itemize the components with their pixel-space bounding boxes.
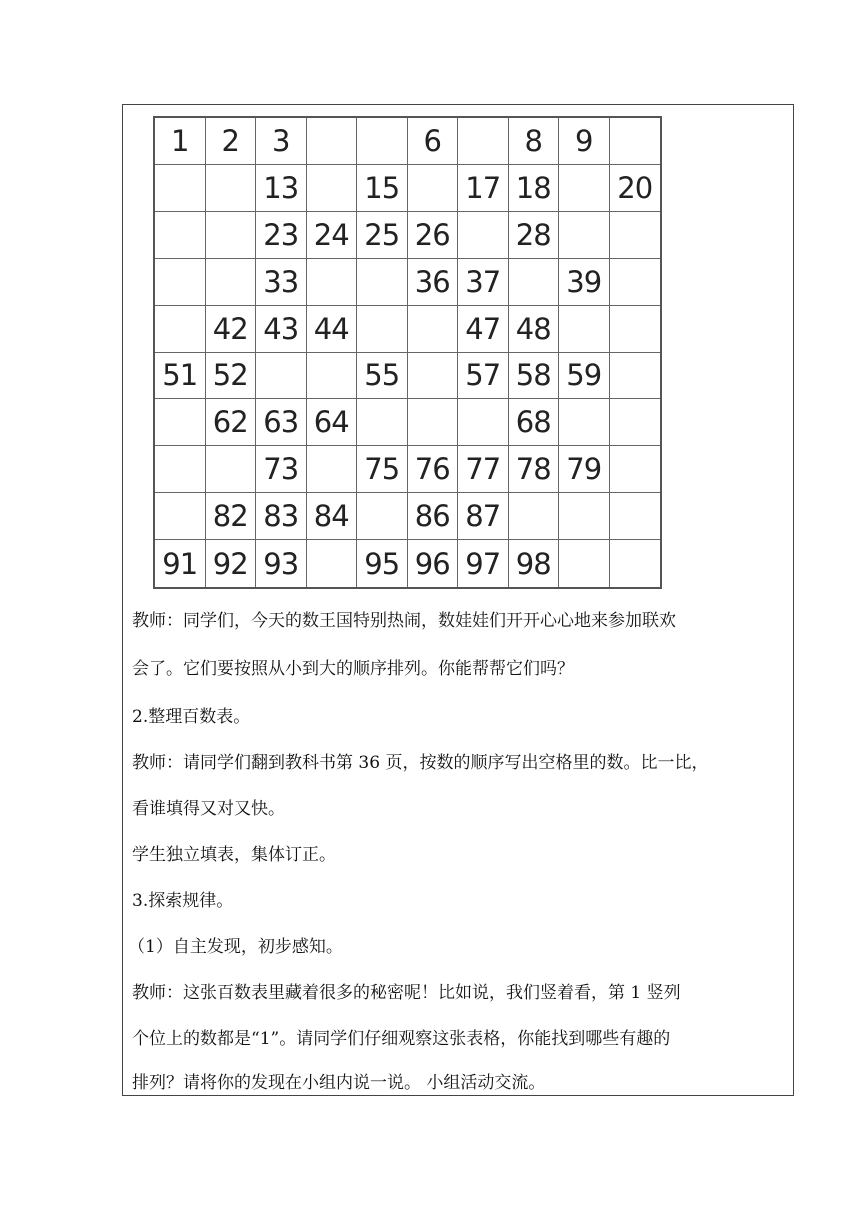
chart-cell: 13 xyxy=(256,165,307,212)
chart-cell xyxy=(307,118,358,165)
chart-cell: 3 xyxy=(256,118,307,165)
chart-cell: 18 xyxy=(509,165,560,212)
chart-cell xyxy=(256,353,307,400)
chart-cell xyxy=(307,446,358,493)
chart-cell: 51 xyxy=(155,353,206,400)
chart-cell: 64 xyxy=(307,399,358,446)
chart-cell xyxy=(408,165,459,212)
chart-cell: 52 xyxy=(206,353,257,400)
chart-cell: 33 xyxy=(256,259,307,306)
chart-cell xyxy=(610,399,661,446)
chart-cell xyxy=(357,399,408,446)
paragraph-teacher-intro-line1: 教师：同学们，今天的数王国特别热闹，数娃娃们开开心心地来参加联欢 xyxy=(132,611,676,631)
chart-cell: 1 xyxy=(155,118,206,165)
chart-cell xyxy=(610,493,661,540)
chart-cell: 97 xyxy=(458,540,509,587)
chart-cell xyxy=(307,259,358,306)
chart-cell: 57 xyxy=(458,353,509,400)
heading-explore-patterns: 3.探索规律。 xyxy=(132,891,234,911)
chart-cell xyxy=(206,446,257,493)
paragraph-teacher-intro-line2: 会了。它们要按照从小到大的顺序排列。你能帮帮它们吗？ xyxy=(132,659,574,679)
chart-cell xyxy=(408,399,459,446)
chart-cell xyxy=(458,399,509,446)
chart-cell xyxy=(559,399,610,446)
chart-cell: 20 xyxy=(610,165,661,212)
chart-cell xyxy=(307,540,358,587)
paragraph-teacher-secret-line3: 排列？请将你的发现在小组内说一说。 小组活动交流。 xyxy=(132,1073,546,1093)
chart-cell: 58 xyxy=(509,353,560,400)
chart-cell: 17 xyxy=(458,165,509,212)
heading-organize-chart: 2.整理百数表。 xyxy=(132,707,251,727)
chart-cell xyxy=(357,118,408,165)
chart-cell xyxy=(458,212,509,259)
chart-cell: 59 xyxy=(559,353,610,400)
chart-cell: 24 xyxy=(307,212,358,259)
chart-cell xyxy=(206,212,257,259)
chart-cell: 98 xyxy=(509,540,560,587)
chart-cell: 9 xyxy=(559,118,610,165)
paragraph-teacher-secret-line2: 个位上的数都是“1”。请同学们仔细观察这张表格，你能找到哪些有趣的 xyxy=(132,1029,671,1049)
chart-cell: 55 xyxy=(357,353,408,400)
chart-cell xyxy=(559,540,610,587)
chart-cell: 47 xyxy=(458,306,509,353)
paragraph-students-fill: 学生独立填表，集体订正。 xyxy=(132,845,336,865)
chart-cell xyxy=(610,446,661,493)
paragraph-teacher-task-line1: 教师：请同学们翻到教科书第 36 页，按数的顺序写出空格里的数。比一比， xyxy=(132,753,709,773)
chart-cell xyxy=(610,118,661,165)
chart-cell: 92 xyxy=(206,540,257,587)
chart-cell: 28 xyxy=(509,212,560,259)
chart-cell: 77 xyxy=(458,446,509,493)
subheading-self-discovery: （1）自主发现，初步感知。 xyxy=(128,937,343,957)
chart-cell xyxy=(610,259,661,306)
chart-cell xyxy=(155,212,206,259)
chart-cell: 39 xyxy=(559,259,610,306)
chart-cell xyxy=(458,118,509,165)
chart-cell: 36 xyxy=(408,259,459,306)
chart-cell: 42 xyxy=(206,306,257,353)
chart-cell: 48 xyxy=(509,306,560,353)
chart-cell xyxy=(155,493,206,540)
chart-cell: 73 xyxy=(256,446,307,493)
chart-cell: 91 xyxy=(155,540,206,587)
hundred-chart xyxy=(153,116,662,589)
chart-cell xyxy=(610,540,661,587)
chart-cell: 62 xyxy=(206,399,257,446)
chart-cell xyxy=(155,306,206,353)
chart-cell: 23 xyxy=(256,212,307,259)
chart-cell xyxy=(559,306,610,353)
chart-cell xyxy=(610,306,661,353)
chart-cell: 93 xyxy=(256,540,307,587)
paragraph-teacher-secret-line1: 教师：这张百数表里藏着很多的秘密呢！比如说，我们竖着看，第 1 竖列 xyxy=(132,983,681,1003)
chart-cell: 63 xyxy=(256,399,307,446)
chart-cell: 84 xyxy=(307,493,358,540)
chart-cell xyxy=(206,165,257,212)
chart-cell xyxy=(509,259,560,306)
chart-cell xyxy=(155,165,206,212)
chart-cell xyxy=(408,306,459,353)
chart-cell: 8 xyxy=(509,118,560,165)
chart-cell: 86 xyxy=(408,493,459,540)
chart-cell: 15 xyxy=(357,165,408,212)
chart-cell: 87 xyxy=(458,493,509,540)
chart-cell xyxy=(155,399,206,446)
chart-cell: 43 xyxy=(256,306,307,353)
chart-cell: 25 xyxy=(357,212,408,259)
chart-cell xyxy=(307,165,358,212)
paragraph-teacher-task-line2: 看谁填得又对又快。 xyxy=(132,799,285,819)
chart-cell: 26 xyxy=(408,212,459,259)
chart-cell xyxy=(155,259,206,306)
chart-cell: 2 xyxy=(206,118,257,165)
chart-cell xyxy=(357,306,408,353)
chart-cell xyxy=(559,165,610,212)
chart-cell xyxy=(155,446,206,493)
chart-cell xyxy=(357,493,408,540)
chart-cell: 95 xyxy=(357,540,408,587)
chart-cell xyxy=(509,493,560,540)
chart-cell: 79 xyxy=(559,446,610,493)
chart-cell xyxy=(206,259,257,306)
chart-cell xyxy=(307,353,358,400)
chart-cell xyxy=(357,259,408,306)
chart-cell: 68 xyxy=(509,399,560,446)
chart-cell: 75 xyxy=(357,446,408,493)
chart-cell: 82 xyxy=(206,493,257,540)
chart-cell xyxy=(610,212,661,259)
chart-cell: 44 xyxy=(307,306,358,353)
chart-cell: 6 xyxy=(408,118,459,165)
chart-cell xyxy=(610,353,661,400)
chart-cell: 78 xyxy=(509,446,560,493)
chart-cell: 37 xyxy=(458,259,509,306)
chart-cell xyxy=(559,212,610,259)
chart-cell: 96 xyxy=(408,540,459,587)
chart-cell xyxy=(559,493,610,540)
chart-cell xyxy=(408,353,459,400)
chart-cell: 83 xyxy=(256,493,307,540)
chart-cell: 76 xyxy=(408,446,459,493)
